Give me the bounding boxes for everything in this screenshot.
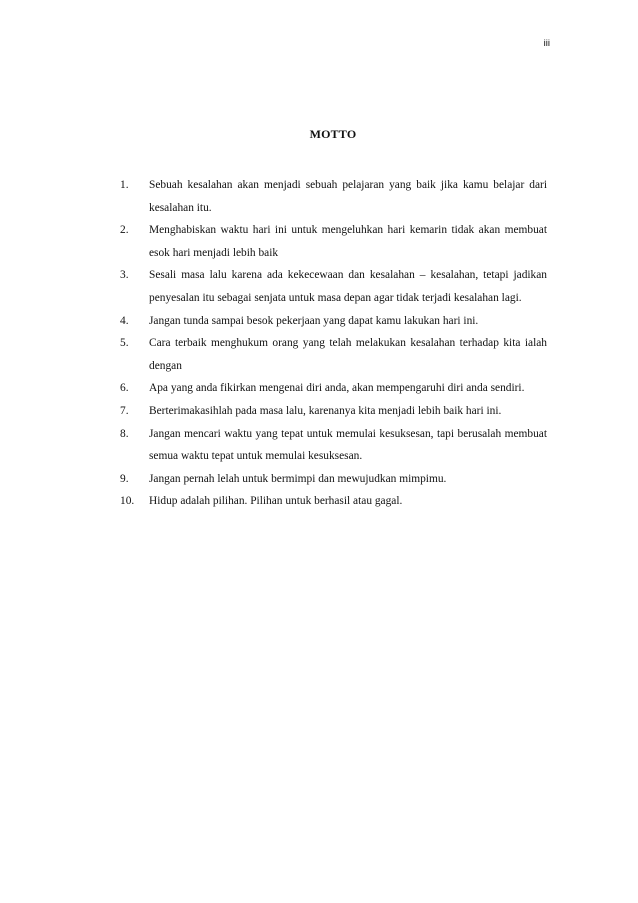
item-text: Hidup adalah pilihan. Pilihan untuk berhasil atau gagal. [149, 495, 403, 508]
page-title: MOTTO [309, 127, 357, 141]
item-text: Sebuah kesalahan akan menjadi sebuah pelajaran yang baik jika kamu belajar dari kesalahan itu. [149, 179, 547, 214]
item-text: Jangan pernah lelah untuk bermimpi dan mewujudkan mimpimu. [149, 472, 447, 485]
item-number: 6. [120, 382, 129, 395]
item-number: 4. [120, 314, 129, 327]
item-number: 1. [120, 179, 129, 191]
list-item [120, 423, 547, 468]
item-number: 9. [120, 472, 129, 485]
item-text: Berterimakasihlah pada masa lalu, karenanya kita menjadi lebih baik hari ini. [149, 404, 502, 417]
list-item [120, 219, 547, 264]
item-text: Jangan mencari waktu yang tepat untuk memulai kesuksesan, tapi berusalah membuat semua waktu tepat untuk memulai kesuksesan. [149, 427, 547, 463]
item-text: Jangan tunda sampai besok pekerjaan yang dapat kamu lakukan hari ini. [149, 314, 479, 327]
list-item [120, 468, 547, 491]
list-item [120, 310, 547, 333]
item-number: 7. [120, 404, 129, 417]
list-item [120, 377, 547, 400]
item-number: 5. [120, 337, 129, 350]
list-item [120, 174, 547, 219]
list-item [120, 400, 547, 423]
item-number: 8. [120, 427, 129, 440]
motto-list [120, 174, 547, 513]
item-text: Cara terbaik menghukum orang yang telah melakukan kesalahan terhadap kita ialah dengan [149, 337, 547, 372]
list-item [120, 490, 547, 513]
item-text: Menghabiskan waktu hari ini untuk mengeluhkan hari kemarin tidak akan membuat esok hari menjadi lebih baik [149, 224, 547, 259]
item-number: 3. [120, 269, 129, 282]
item-text: Apa yang anda fikirkan mengenai diri anda, akan mempengaruhi diri anda sendiri. [149, 382, 525, 395]
list-item [120, 332, 547, 377]
page-number: iii [543, 38, 550, 49]
item-number: 2. [120, 224, 129, 237]
item-text: Sesali masa lalu karena ada kekecewaan dan kesalahan – kesalahan, tetapi jadikan penyesalan itu sebagai senjata untuk masa depan agar tidak terjadi kesalahan lagi. [149, 269, 547, 304]
list-item [120, 264, 547, 309]
item-number: 10. [120, 495, 135, 508]
